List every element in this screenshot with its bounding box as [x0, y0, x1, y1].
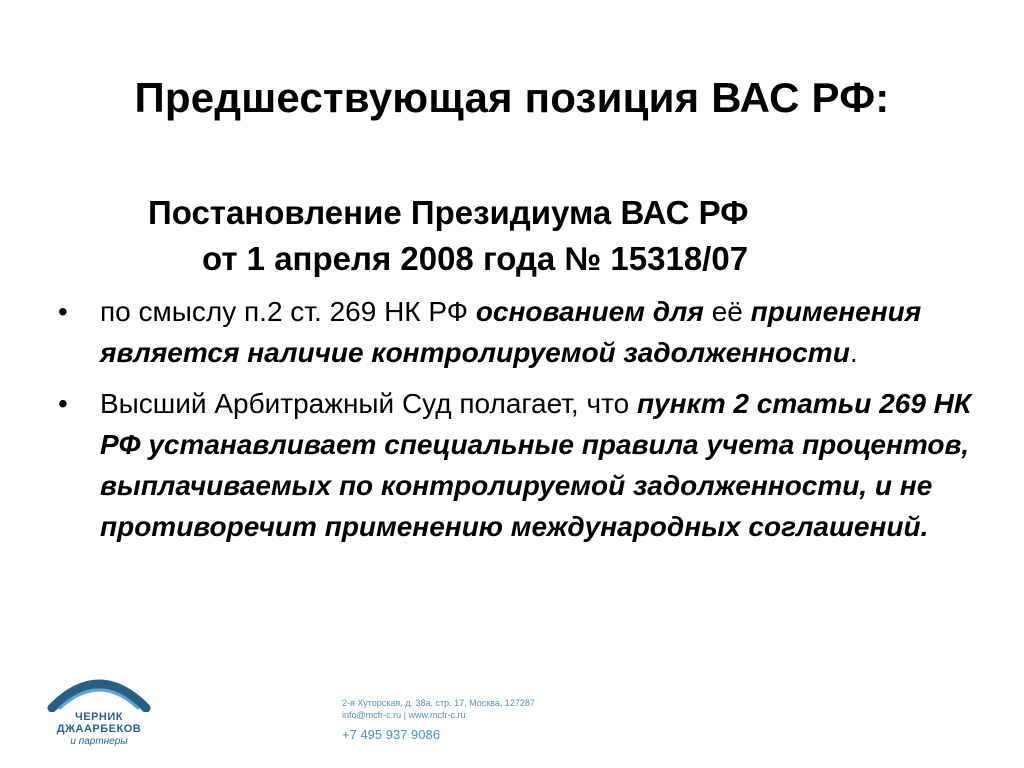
footer-email-web: info@mcfr-c.ru | www.mcfr-c.ru: [342, 710, 466, 720]
bullet-item-2: [58, 383, 978, 547]
company-logo: [44, 668, 154, 748]
bullet-1-emphasis-2: применения является наличие контролируемой задолженности: [100, 296, 922, 368]
subtitle-line-1: Постановление Президиума ВАС РФ: [148, 194, 749, 231]
bullet-item-1: [58, 291, 978, 373]
logo-name-line-3: и партнеры: [70, 736, 128, 747]
bridge-arc-icon: [44, 668, 154, 712]
bullet-list: [58, 291, 978, 557]
subtitle-line-2: от 1 апреля 2008 года № 15318/07: [202, 240, 749, 277]
bullet-1-text-1: по смыслу п.2 ст. 269 НК РФ: [100, 296, 476, 327]
logo-name-line-2: ДЖААРБЕКОВ: [56, 723, 142, 735]
bullet-1-text-3: .: [849, 337, 858, 368]
bullet-1-text-2: её: [703, 296, 751, 327]
bullet-1-emphasis-1: основанием для: [475, 296, 704, 327]
footer-contacts: [342, 697, 535, 741]
bullet-dot-icon: •: [58, 388, 68, 419]
bullet-dot-icon: •: [58, 296, 68, 327]
footer-phone: +7 495 937 9086: [342, 727, 440, 742]
footer-address: 2-я Хуторская, д. 38а, стр. 17, Москва, 127287: [342, 698, 535, 708]
logo-name-line-1: ЧЕРНИК: [75, 711, 123, 723]
bullet-2-text-1: Высший Арбитражный Суд полагает, что: [100, 388, 637, 419]
bullet-2-emphasis-1: пункт 2 статьи 269 НК РФ устанавливает специальные правила учета процентов, выплачиваемых по контролируемой задолженности, и не противоречит применению международных соглашений.: [100, 388, 972, 542]
slide-subtitle: [148, 190, 908, 282]
slide-title: Предшествующая позиция ВАС РФ:: [134, 74, 890, 121]
